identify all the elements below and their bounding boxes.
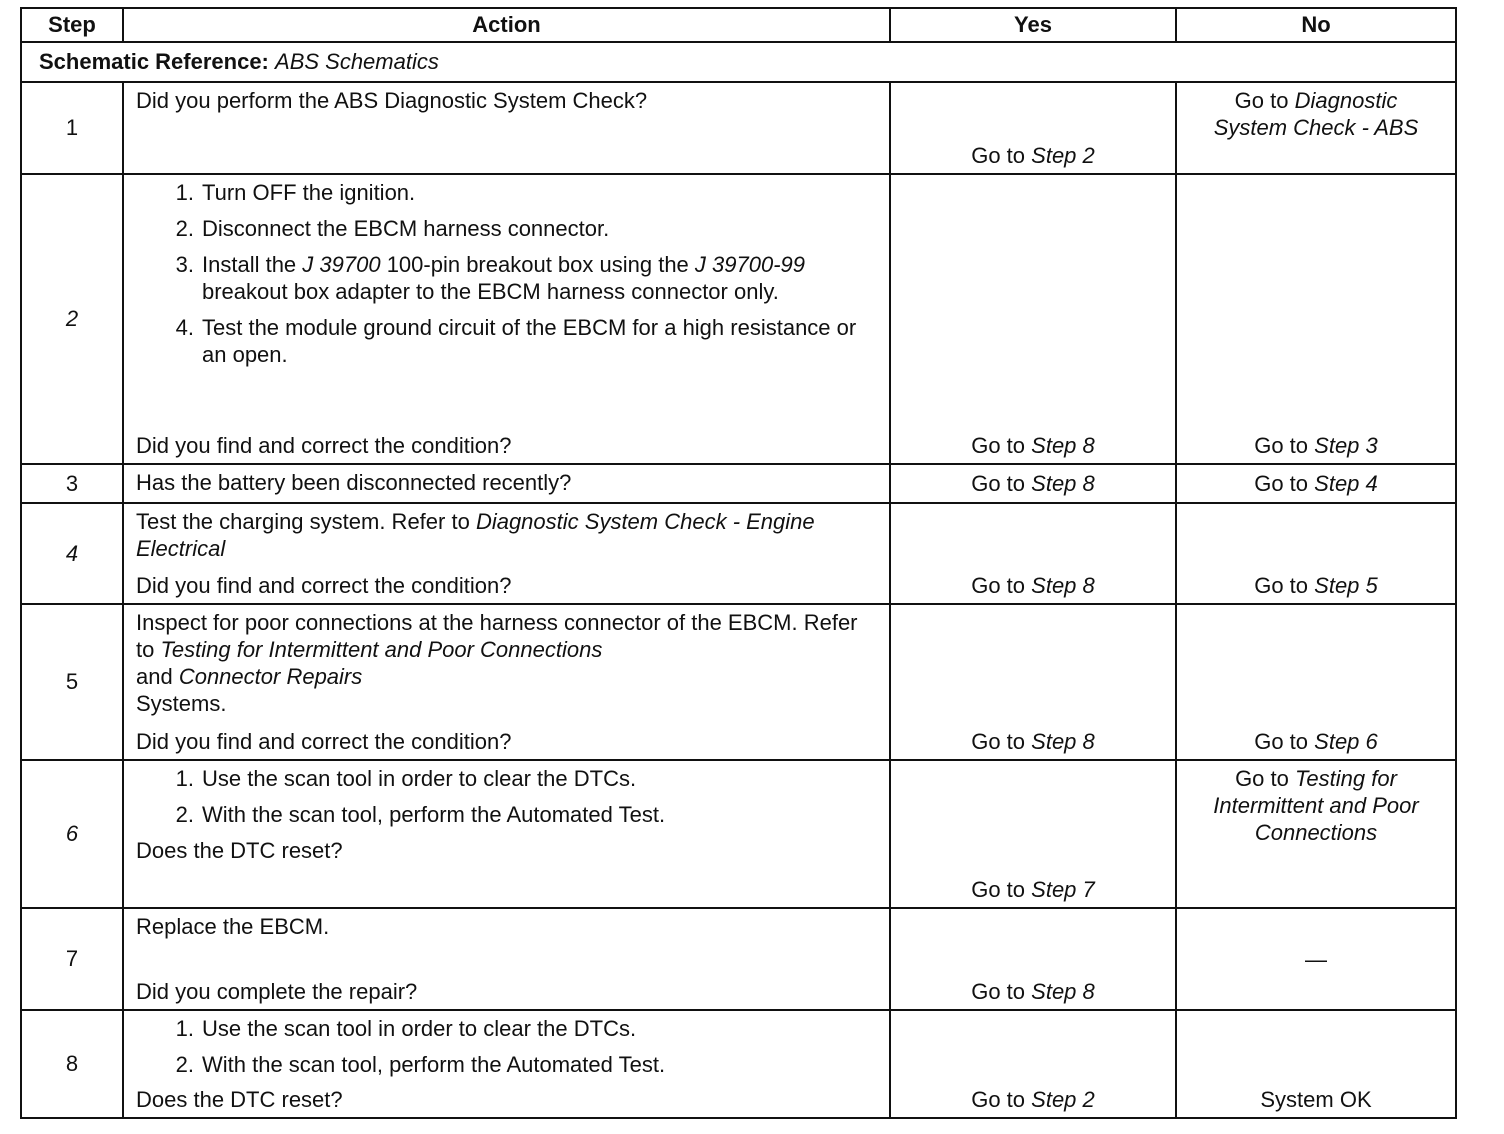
- yes-cell: [890, 174, 1176, 464]
- go-to-text: Go to: [1254, 729, 1309, 754]
- item-number: 2.: [175, 802, 194, 827]
- no-step-ref: Step 3: [1314, 433, 1378, 458]
- list-item: [136, 314, 877, 368]
- action-steps-list: [136, 765, 877, 828]
- action-question: Did you find and correct the condition?: [136, 729, 512, 754]
- no-cell: [1176, 908, 1456, 1010]
- action-text: Replace the EBCM.: [136, 914, 330, 939]
- header-action: Action: [123, 8, 890, 42]
- table-row: [21, 908, 1456, 1010]
- no-ref-line2: System Check - ABS: [1213, 115, 1419, 140]
- yes-cell: [890, 82, 1176, 174]
- go-to-text: Go to: [1254, 471, 1309, 496]
- go-to-text: Go to: [971, 729, 1026, 754]
- table-row: [21, 464, 1456, 503]
- header-yes: Yes: [890, 8, 1176, 42]
- step-number: 2: [21, 174, 123, 464]
- yes-step-ref: Step 2: [1031, 1087, 1095, 1112]
- table-row: [21, 760, 1456, 908]
- step-number: 1: [21, 82, 123, 174]
- action-text: Test the charging system. Refer to: [136, 509, 476, 534]
- step-number: 6: [21, 760, 123, 908]
- procedure-ref: Testing for Intermittent and Poor Connections: [160, 637, 603, 662]
- action-cell: [123, 908, 890, 1010]
- table-row: [21, 82, 1456, 174]
- step-number: 4: [21, 503, 123, 604]
- go-to-text: Go to: [971, 433, 1026, 458]
- procedure-ref: Connector Repairs: [178, 664, 363, 689]
- list-item: [136, 801, 877, 828]
- no-cell: [1176, 174, 1456, 464]
- action-question: Does the DTC reset?: [136, 1087, 343, 1112]
- item-number: 1.: [175, 180, 194, 205]
- yes-step-ref: Step 8: [1031, 471, 1095, 496]
- item-text: Use the scan tool in order to clear the DTCs.: [202, 1016, 637, 1041]
- yes-step-ref: Step 8: [1031, 573, 1095, 598]
- no-cell: [1176, 503, 1456, 604]
- no-cell: [1176, 464, 1456, 503]
- item-text-part: 100-pin breakout box using the: [380, 252, 695, 277]
- go-to-text: Go to: [1254, 433, 1309, 458]
- go-to-text: Go to: [971, 573, 1026, 598]
- item-text: [202, 251, 877, 305]
- action-cell: [123, 174, 890, 464]
- item-number: 3.: [175, 252, 194, 277]
- item-text: With the scan tool, perform the Automated Test.: [202, 802, 666, 827]
- action-question: Has the battery been disconnected recently?: [136, 470, 572, 495]
- yes-step-ref: Step 7: [1031, 877, 1095, 902]
- action-text: Inspect for poor connections at the harness connector of the EBCM. Refer to: [136, 610, 858, 662]
- procedure-ref: Diagnostic System Check - Engine Electrical: [136, 509, 815, 561]
- header-row: [21, 8, 1456, 42]
- yes-step-ref: Step 8: [1031, 433, 1095, 458]
- item-text: Use the scan tool in order to clear the DTCs.: [202, 766, 637, 791]
- tool-ref: J 39700-99: [694, 252, 805, 277]
- list-item: [136, 1051, 877, 1078]
- item-number: 1.: [175, 1016, 194, 1041]
- no-step-ref: Step 6: [1314, 729, 1378, 754]
- schematic-label: Schematic Reference:: [39, 49, 269, 74]
- item-text: Turn OFF the ignition.: [202, 180, 416, 205]
- no-cell: [1176, 604, 1456, 760]
- action-text: Systems.: [136, 691, 227, 716]
- yes-step-ref: Step 2: [1031, 143, 1095, 168]
- schematic-reference: [21, 42, 1456, 82]
- no-step-ref: Step 5: [1314, 573, 1378, 598]
- item-text-part: breakout box adapter to the EBCM harness connector only.: [202, 279, 779, 304]
- schematic-value: ABS Schematics: [275, 49, 439, 74]
- no-cell: [1176, 82, 1456, 174]
- header-step: Step: [21, 8, 123, 42]
- item-text: With the scan tool, perform the Automated Test.: [202, 1052, 666, 1077]
- action-cell: [123, 760, 890, 908]
- go-to-text: Go to: [971, 877, 1026, 902]
- no-dash: —: [1305, 946, 1327, 972]
- yes-cell: [890, 503, 1176, 604]
- diagnostic-table: [20, 7, 1457, 1119]
- yes-cell: [890, 604, 1176, 760]
- no-cell: [1176, 760, 1456, 908]
- no-ref-line1: Diagnostic: [1294, 88, 1398, 113]
- action-question: Did you perform the ABS Diagnostic System Check?: [136, 88, 648, 113]
- no-cell: [1176, 1010, 1456, 1118]
- no-ref-line1: Testing for: [1295, 766, 1397, 791]
- table-row: [21, 174, 1456, 464]
- table-row: [21, 604, 1456, 760]
- action-cell: [123, 604, 890, 760]
- list-item: [136, 215, 877, 242]
- yes-step-ref: Step 8: [1031, 729, 1095, 754]
- action-question: Did you find and correct the condition?: [136, 433, 512, 458]
- no-ref-line2: Intermittent and Poor: [1213, 793, 1419, 818]
- yes-cell: [890, 464, 1176, 503]
- list-item: [136, 765, 877, 792]
- step-number: 3: [21, 464, 123, 503]
- action-steps-list: [136, 1015, 877, 1078]
- go-to-text: Go to: [1254, 573, 1309, 598]
- list-item: [136, 179, 877, 206]
- item-number: 2.: [175, 1052, 194, 1077]
- yes-step-ref: Step 8: [1031, 979, 1095, 1004]
- step-number: 7: [21, 908, 123, 1010]
- go-to-text: Go to: [971, 1087, 1026, 1112]
- go-to-text: Go to: [971, 471, 1026, 496]
- item-number: 2.: [175, 216, 194, 241]
- action-cell: [123, 82, 890, 174]
- item-text: Disconnect the EBCM harness connector.: [202, 216, 610, 241]
- item-text: Test the module ground circuit of the EBCM for a high resistance or an open.: [202, 315, 857, 367]
- go-to-text: Go to: [1235, 766, 1289, 791]
- go-to-text: Go to: [971, 979, 1026, 1004]
- go-to-text: Go to: [1234, 88, 1289, 113]
- action-steps-list: [136, 179, 877, 368]
- no-result-text: System OK: [1260, 1087, 1372, 1112]
- header-no: No: [1176, 8, 1456, 42]
- action-question: Did you find and correct the condition?: [136, 573, 512, 598]
- action-question: Does the DTC reset?: [136, 838, 343, 863]
- action-question: Did you complete the repair?: [136, 979, 418, 1004]
- step-number: 8: [21, 1010, 123, 1118]
- table-row: [21, 1010, 1456, 1118]
- item-text-part: Install the: [202, 252, 303, 277]
- yes-cell: [890, 1010, 1176, 1118]
- yes-cell: [890, 760, 1176, 908]
- step-number: 5: [21, 604, 123, 760]
- action-cell: [123, 1010, 890, 1118]
- table-row: [21, 503, 1456, 604]
- no-ref-line3: Connections: [1254, 820, 1378, 845]
- list-item: [136, 251, 877, 305]
- item-number: 4.: [175, 315, 194, 340]
- action-cell: [123, 464, 890, 503]
- item-number: 1.: [175, 766, 194, 791]
- action-cell: [123, 503, 890, 604]
- action-text: and: [136, 664, 179, 689]
- tool-ref: J 39700: [302, 252, 381, 277]
- schematic-row: [21, 42, 1456, 82]
- no-step-ref: Step 4: [1314, 471, 1378, 496]
- yes-cell: [890, 908, 1176, 1010]
- go-to-text: Go to: [971, 143, 1026, 168]
- list-item: [136, 1015, 877, 1042]
